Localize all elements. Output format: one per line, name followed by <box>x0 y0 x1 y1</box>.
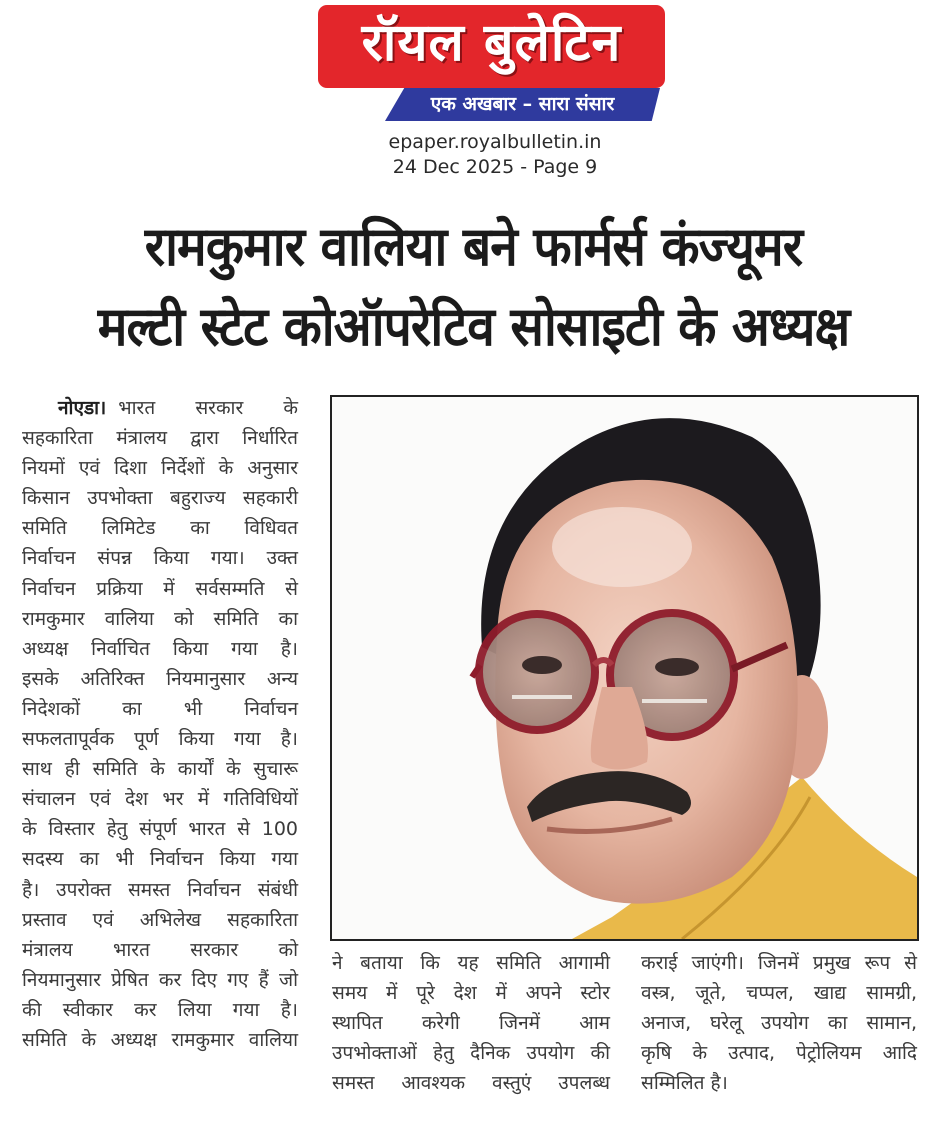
text-line <box>22 995 298 1025</box>
text-line <box>22 935 298 965</box>
text-line-content: के विस्तार हेतु संपूर्ण भारत से 100 <box>22 818 298 841</box>
text-line <box>22 393 298 423</box>
text-line <box>22 483 298 513</box>
text-line-content: किसान उपभोक्ता बहुराज्य सहकारी <box>22 487 298 510</box>
text-line-content: अध्यक्ष निर्वाचित किया गया है। <box>22 637 298 660</box>
text-line-content: सहकारिता मंत्रालय द्वारा निर्धारित <box>22 427 298 450</box>
text-line <box>22 965 298 995</box>
headline-line-1: रामकुमार वालिया बने फार्मर्स कंज्यूमर <box>144 215 803 278</box>
masthead-logo <box>318 5 666 121</box>
text-line <box>332 978 610 1008</box>
text-line <box>641 1038 917 1068</box>
text-line <box>22 604 298 634</box>
text-line-content: समिति लिमिटेड का विधिवत <box>22 517 298 540</box>
logo-tagline: एक अखबार – सारा संसार <box>430 93 615 115</box>
text-line-content: निदेशकों का भी निर्वाचन <box>22 697 298 720</box>
text-line-content: प्रस्ताव एवं अभिलेख सहकारिता <box>22 908 298 931</box>
text-line-content: संचालन एवं देश भर में गतिविधियों <box>22 788 298 811</box>
text-line-content: स्थापित करेगी जिनमें आम <box>332 1012 610 1035</box>
text-line-content: है। उपरोक्त समस्त निर्वाचन संबंधी <box>22 878 298 901</box>
text-line <box>22 754 298 784</box>
text-line <box>22 664 298 694</box>
logo-title: रॉयल बुलेटिन <box>361 13 622 73</box>
edition-info <box>300 130 690 180</box>
text-line <box>332 1068 610 1098</box>
text-line <box>641 1008 917 1038</box>
text-line-content: इसके अतिरिक्त नियमानुसार अन्य <box>22 667 298 690</box>
text-line <box>22 513 298 543</box>
article-photo <box>330 395 919 941</box>
text-line <box>22 1025 298 1055</box>
edition-date-page: 24 Dec 2025 - Page 9 <box>392 156 598 178</box>
text-line <box>22 634 298 664</box>
text-line-content: कराई जाएंगी। जिनमें प्रमुख रूप से <box>641 952 917 974</box>
text-line <box>22 784 298 814</box>
text-line-content: समय में पूरे देश में अपने स्टोर <box>332 982 610 1005</box>
text-line <box>22 574 298 604</box>
portrait-image <box>332 397 917 939</box>
dateline: नोएडा। <box>58 397 107 419</box>
text-line-0: भारत सरकार के <box>118 397 298 419</box>
text-line-content: अनाज, घरेलू उपयोग का सामान, <box>641 1012 917 1035</box>
text-line <box>641 948 917 978</box>
text-line <box>22 814 298 844</box>
text-line <box>22 423 298 453</box>
headline-line-2: मल्टी स्टेट कोऑपरेटिव सोसाइटी के अध्यक्ष <box>97 295 850 358</box>
text-line-content: सम्मिलित है। <box>641 1072 728 1095</box>
text-line <box>641 978 917 1008</box>
text-line <box>22 724 298 754</box>
text-line <box>641 1068 917 1098</box>
website-url: epaper.royalbulletin.in <box>388 131 602 153</box>
article-headline <box>52 207 896 367</box>
text-line-content: कृषि के उत्पाद, पेट्रोलियम आदि <box>641 1042 917 1065</box>
article-column-right <box>641 948 917 1098</box>
text-line-content: उपभोक्ताओं हेतु दैनिक उपयोग की <box>332 1042 610 1065</box>
text-line <box>22 844 298 874</box>
text-line-content: नियमानुसार प्रेषित कर दिए गए हैं जो <box>22 968 298 991</box>
text-line-content: वस्त्र, जूते, चप्पल, खाद्य सामग्री, <box>641 982 917 1005</box>
text-line <box>332 1008 610 1038</box>
text-line <box>22 905 298 935</box>
text-line-content: मंत्रालय भारत सरकार को <box>22 938 298 961</box>
article-column-left <box>22 393 298 1055</box>
text-line <box>22 694 298 724</box>
text-line-content: समस्त आवश्यक वस्तुएं उपलब्ध <box>332 1072 610 1095</box>
text-line-content: रामकुमार वालिया को समिति का <box>22 607 298 630</box>
text-line-content: सफलतापूर्वक पूर्ण किया गया है। <box>22 728 298 751</box>
text-line-content: साथ ही समिति के कार्यों के सुचारू <box>22 758 298 781</box>
text-line-content: ने बताया कि यह समिति आगामी <box>332 952 610 974</box>
text-line <box>22 453 298 483</box>
text-line-content: सदस्य का भी निर्वाचन किया गया <box>22 848 298 871</box>
text-line-content: निर्वाचन संपन्न किया गया। उक्त <box>22 547 298 570</box>
text-line-content: नियमों एवं दिशा निर्देशों के अनुसार <box>22 457 298 480</box>
article-column-middle <box>332 948 610 1098</box>
text-line <box>22 543 298 573</box>
text-line-content: निर्वाचन प्रक्रिया में सर्वसम्मति से <box>22 577 298 600</box>
text-line <box>332 948 610 978</box>
text-line-content: समिति के अध्यक्ष रामकुमार वालिया <box>22 1028 298 1051</box>
text-line <box>332 1038 610 1068</box>
text-line-content: की स्वीकार कर लिया गया है। <box>22 998 298 1021</box>
text-line <box>22 875 298 905</box>
